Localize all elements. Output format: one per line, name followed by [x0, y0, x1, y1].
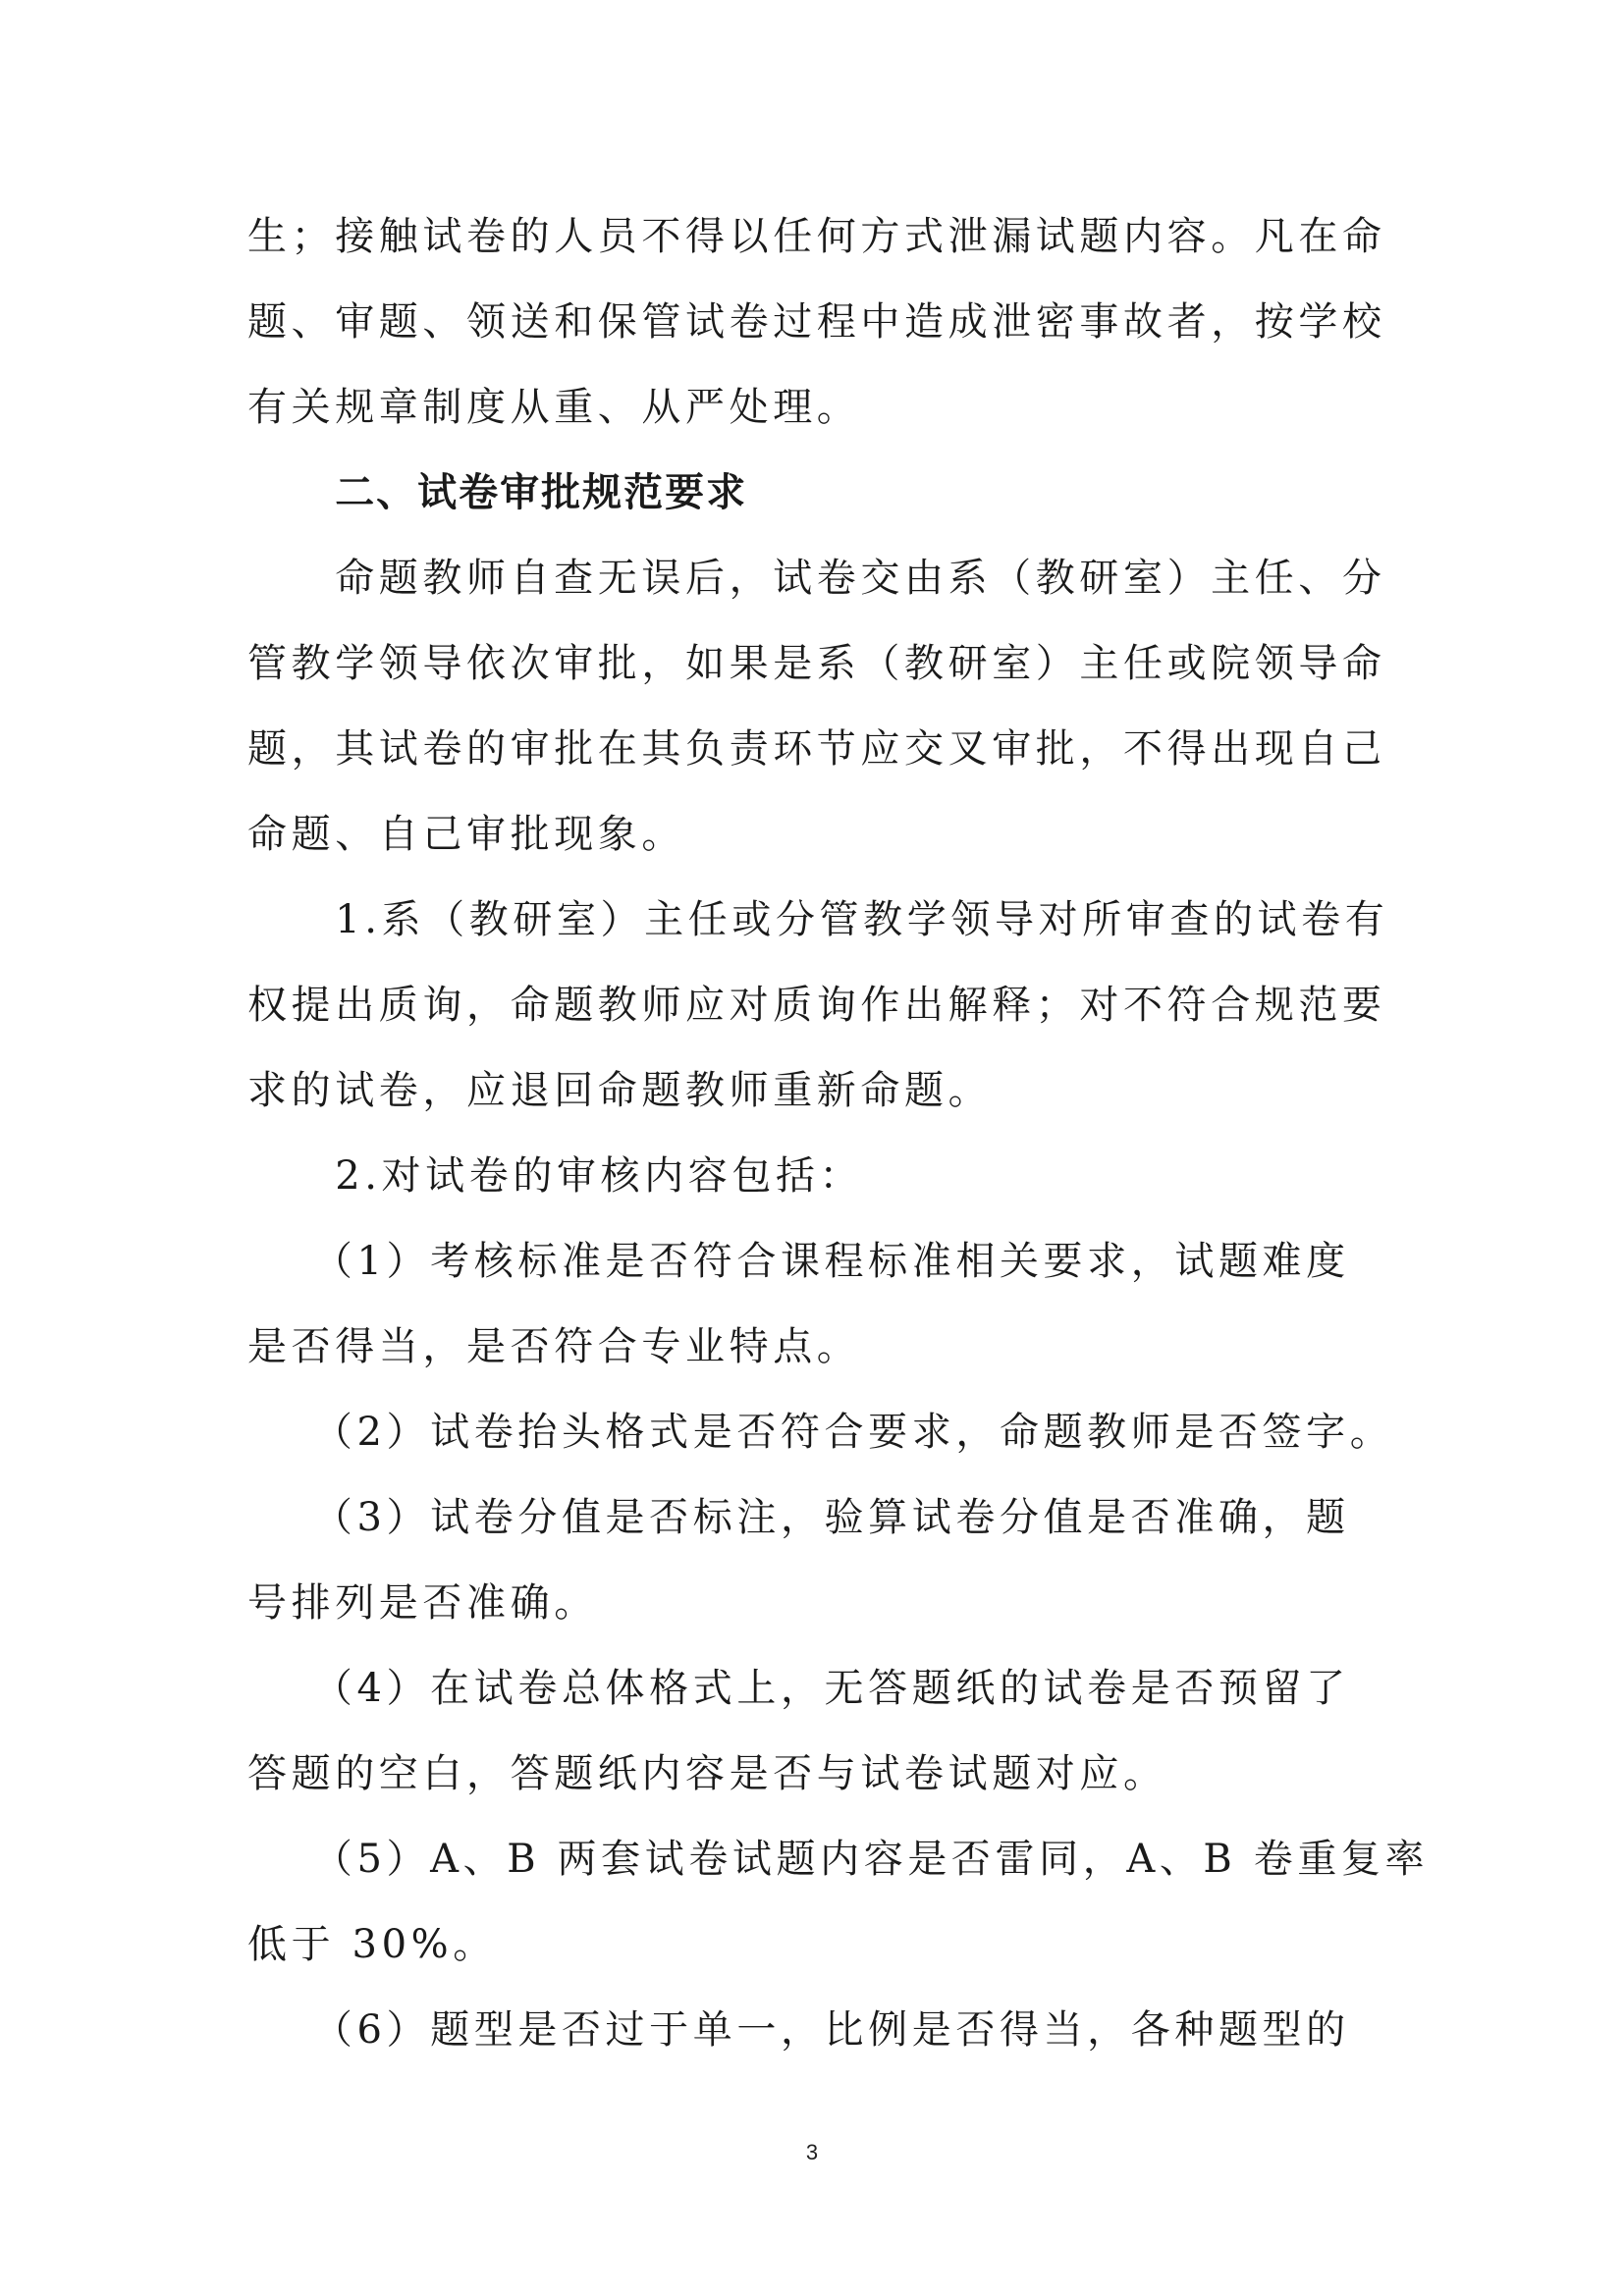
text-line: 2.对试卷的审核内容包括： [335, 1153, 864, 1199]
text-line: 是否得当，是否符合专业特点。 [247, 1324, 861, 1369]
text-line: 题，其试卷的审批在其负责环节应交叉审批，不得出现自己 [247, 726, 1386, 772]
text-line: （1）考核标准是否符合课程标准相关要求，试题难度 [312, 1239, 1350, 1284]
page-number: 3 [805, 2140, 819, 2164]
text-line: （6）题型是否过于单一，比例是否得当，各种题型的 [312, 2007, 1350, 2053]
text-line: 号排列是否准确。 [247, 1580, 598, 1626]
text-line: 管教学领导依次审批，如果是系（教研室）主任或院领导命 [247, 641, 1386, 686]
text-line: 命题、自己审批现象。 [247, 812, 685, 857]
text-line: 求的试卷，应退回命题教师重新命题。 [247, 1068, 993, 1113]
section-heading: 二、试卷审批规范要求 [335, 470, 748, 515]
text-line: 1.系（教研室）主任或分管教学领导对所审查的试卷有 [335, 897, 1389, 942]
text-line: （4）在试卷总体格式上，无答题纸的试卷是否预留了 [312, 1666, 1350, 1711]
text-line: 题、审题、领送和保管试卷过程中造成泄密事故者，按学校 [247, 299, 1386, 345]
text-line: 权提出质询，命题教师应对质询作出解释；对不符合规范要 [247, 983, 1386, 1028]
body-text [247, 194, 1430, 2073]
text-line: （5）A、B 两套试卷试题内容是否雷同，A、B 卷重复率 [312, 1837, 1430, 1882]
text-line: 有关规章制度从重、从严处理。 [247, 385, 861, 430]
text-line: （2）试卷抬头格式是否符合要求，命题教师是否签字。 [312, 1410, 1394, 1455]
text-line: 低于 30%。 [247, 1922, 497, 1967]
text-line: 答题的空白，答题纸内容是否与试卷试题对应。 [247, 1751, 1167, 1796]
text-line: （3）试卷分值是否标注，验算试卷分值是否准确，题 [312, 1495, 1350, 1540]
text-line: 命题教师自查无误后，试卷交由系（教研室）主任、分 [335, 556, 1386, 601]
text-line: 生；接触试卷的人员不得以任何方式泄漏试题内容。凡在命 [247, 214, 1386, 259]
